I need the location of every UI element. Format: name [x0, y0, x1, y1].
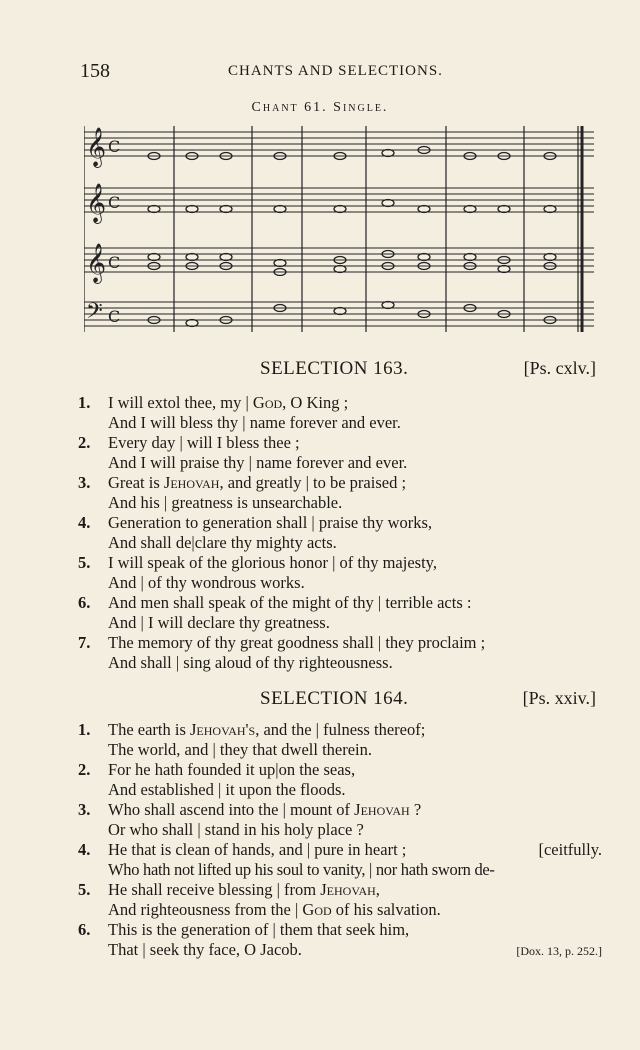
verse-line: And | of thy wondrous works. — [108, 573, 305, 592]
verse-line: 2. For he hath founded it up|on the seas, — [78, 760, 356, 779]
verse-line: And shall de|clare thy mighty acts. — [108, 533, 337, 552]
treble-clef-icon: 𝄞 — [86, 127, 107, 167]
verse-number: 5. — [78, 553, 91, 572]
verse-number: 3. — [78, 800, 91, 819]
running-title: CHANTS AND SELECTIONS. — [228, 63, 443, 79]
verse-number: 1. — [78, 393, 91, 412]
selection-163-verses — [78, 393, 602, 673]
verse-line: 6. And men shall speak of the might of thy | terrible acts : — [78, 593, 472, 612]
turnover-text: [ceitfully. — [538, 840, 602, 859]
verse-line: 1. I will extol thee, my | God, O King ; — [78, 393, 349, 412]
verse-line: 3. Who shall ascend into the | mount of Jehovah ? — [78, 800, 422, 819]
verse-line: 4. He that is clean of hands, and | pure in heart ; [ceitfully. — [78, 840, 602, 859]
verse-line: 6. This is the generation of | them that seek him, — [78, 920, 410, 939]
treble-clef-icon: 𝄞 — [86, 243, 107, 283]
selection-title: SELECTION 163. — [260, 358, 409, 379]
divine-name: Jehovah — [320, 880, 376, 899]
svg-text:C: C — [108, 253, 121, 272]
running-head — [80, 60, 600, 84]
bar-lines — [84, 126, 582, 332]
page-number: 158 — [80, 60, 110, 82]
verse-line: And his | greatness is unsearchable. — [108, 493, 343, 512]
selection-163-heading — [80, 358, 596, 384]
svg-text:C: C — [108, 307, 121, 326]
verse-number: 4. — [78, 840, 91, 859]
chant-title: Chant 61. Single. — [251, 100, 389, 115]
selection-164-verses — [78, 720, 602, 960]
verse-line: And shall | sing aloud of thy righteousness. — [108, 653, 393, 672]
music-score — [84, 120, 598, 336]
selection-title: SELECTION 164. — [260, 688, 409, 709]
verse-line: 3. Great is Jehovah, and greatly | to be praised ; — [78, 473, 407, 492]
psalm-reference: [Ps. xxiv.] — [522, 688, 596, 708]
verse-line: 2. Every day | will I bless thee ; — [78, 433, 300, 452]
treble-clef-icon: 𝄞 — [86, 183, 107, 223]
svg-text:C: C — [108, 193, 121, 212]
verse-number: 1. — [78, 720, 91, 739]
clefs — [86, 127, 120, 329]
doxology-reference: [Dox. 13, p. 252.] — [516, 944, 602, 958]
verse-number: 5. — [78, 880, 91, 899]
treble-staff-3 — [84, 248, 594, 272]
psalm-reference: [Ps. cxlv.] — [523, 358, 596, 378]
verse-number: 2. — [78, 433, 91, 452]
verse-number: 3. — [78, 473, 91, 492]
verse-line: And established | it upon the floods. — [108, 780, 346, 799]
bass-clef-icon: 𝄢 — [86, 299, 103, 329]
verse-number: 4. — [78, 513, 91, 532]
notes — [148, 147, 556, 327]
divine-name: Jehovah's — [190, 720, 256, 739]
verse-line: And I will bless thy | name forever and ever. — [108, 413, 401, 432]
divine-name: God — [252, 393, 283, 412]
verse-line: 1. The earth is Jehovah's, and the | fulness thereof; — [78, 720, 426, 739]
verse-line: And righteousness from the | God of his salvation. — [108, 900, 441, 919]
verse-line: Or who shall | stand in his holy place ? — [108, 820, 364, 839]
verse-line: 4. Generation to generation shall | praise thy works, — [78, 513, 433, 532]
verse-number: 7. — [78, 633, 91, 652]
verse-line: 5. I will speak of the glorious honor | of thy majesty, — [78, 553, 437, 572]
divine-name: Jehovah — [354, 800, 410, 819]
verse-number: 2. — [78, 760, 91, 779]
verse-number: 6. — [78, 920, 91, 939]
verse-line: 5. He shall receive blessing | from Jehovah, — [78, 880, 380, 899]
verse-line: Who hath not lifted up his soul to vanity, | nor hath sworn de- — [108, 860, 495, 879]
svg-text:C: C — [108, 137, 121, 156]
divine-name: Jehovah — [163, 473, 220, 492]
verse-line: That | seek thy face, O Jacob. [Dox. 13, p. 252.] — [108, 940, 602, 959]
verse-line: And I will praise thy | name forever and ever. — [108, 453, 408, 472]
verse-line: 7. The memory of thy great goodness shall | they proclaim ; — [78, 633, 486, 652]
selection-164-heading — [80, 688, 596, 714]
divine-name: God — [302, 900, 332, 919]
verse-number: 6. — [78, 593, 91, 612]
verse-line: The world, and | they that dwell therein. — [108, 740, 373, 759]
verse-line: And | I will declare thy greatness. — [108, 613, 330, 632]
